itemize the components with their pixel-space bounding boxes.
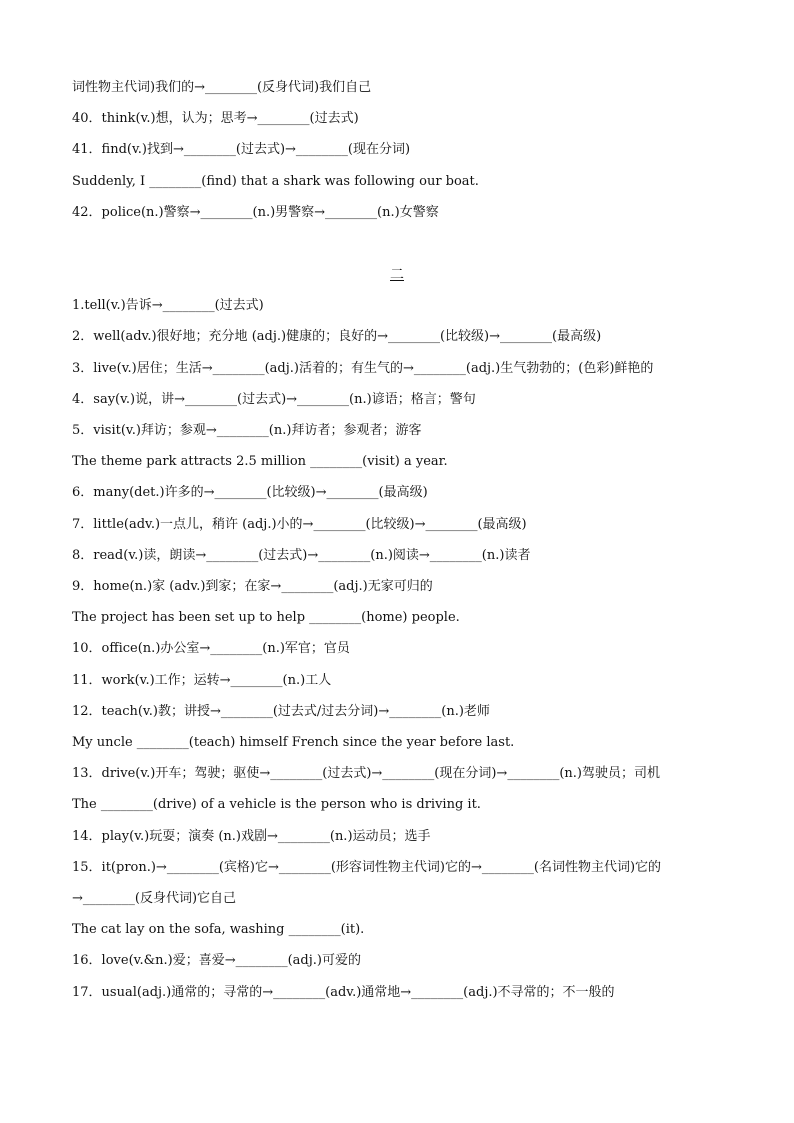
text-line: 40．think(v.)想，认为；思考→________(过去式)	[72, 111, 359, 126]
text-line: 42．police(n.)警察→________(n.)男警察→________(n.)女警察	[72, 205, 439, 220]
text-line: 11．work(v.)工作；运转→________(n.)工人	[72, 673, 332, 688]
text-line: 3．live(v.)居住；生活→________(adj.)活着的；有生气的→________(adj.)生气勃勃的；(色彩)鲜艳的	[72, 361, 654, 376]
text-line: 12．teach(v.)教；讲授→________(过去式/过去分词)→________(n.)老师	[72, 704, 490, 719]
text-line: 4．say(v.)说，讲→________(过去式)→________(n.)谚语；格言；警句	[72, 392, 476, 407]
text-line: 8．read(v.)读，朗读→________(过去式)→________(n.)阅读→________(n.)读者	[72, 548, 531, 563]
text-line: 17．usual(adj.)通常的；寻常的→________(adv.)通常地→________(adj.)不寻常的；不一般的	[72, 985, 615, 1000]
text-line: My uncle ________(teach) himself French since the year before last.	[72, 735, 515, 750]
text-line: 7．little(adv.)一点儿，稍许 (adj.)小的→________(比较级)→________(最高级)	[72, 517, 527, 532]
text-line: 16．love(v.&n.)爱；喜爱→________(adj.)可爱的	[72, 953, 361, 968]
text-line: 10．office(n.)办公室→________(n.)军官；官员	[72, 641, 350, 656]
text-line: 13．drive(v.)开车；驾驶；驱使→________(过去式)→________(现在分词)→________(n.)驾驶员；司机	[72, 766, 660, 781]
text-line: The ________(drive) of a vehicle is the person who is driving it.	[72, 797, 481, 812]
text-line: 6．many(det.)许多的→________(比较级)→________(最高级)	[72, 485, 428, 500]
text-line: The theme park attracts 2.5 million ________(visit) a year.	[72, 454, 448, 469]
text-line: 9．home(n.)家 (adv.)到家；在家→________(adj.)无家可归的	[72, 579, 433, 594]
text-line: 1.tell(v.)告诉→________(过去式)	[72, 298, 264, 313]
text-line: 5．visit(v.)拜访；参观→________(n.)拜访者；参观者；游客	[72, 423, 422, 438]
section-title: 二	[390, 267, 404, 283]
text-line: The cat lay on the sofa, washing ________(it).	[72, 922, 365, 937]
text-line: 14．play(v.)玩耍；演奏 (n.)戏剧→________(n.)运动员；选手	[72, 829, 431, 844]
text-line: 41．find(v.)找到→________(过去式)→________(现在分词)	[72, 142, 411, 157]
text-line: 2．well(adv.)很好地；充分地 (adj.)健康的；良好的→________(比较级)→________(最高级)	[72, 329, 602, 344]
text-line: 词性物主代词)我们的→________(反身代词)我们自己	[72, 80, 372, 95]
text-line: Suddenly, I ________(find) that a shark was following our boat.	[72, 174, 479, 189]
text-line: The project has been set up to help ________(home) people.	[72, 610, 460, 625]
text-line: →________(反身代词)它自己	[72, 891, 237, 906]
text-line: 15．it(pron.)→________(宾格)它→________(形容词性物主代词)它的→________(名词性物主代词)它的	[72, 860, 662, 875]
